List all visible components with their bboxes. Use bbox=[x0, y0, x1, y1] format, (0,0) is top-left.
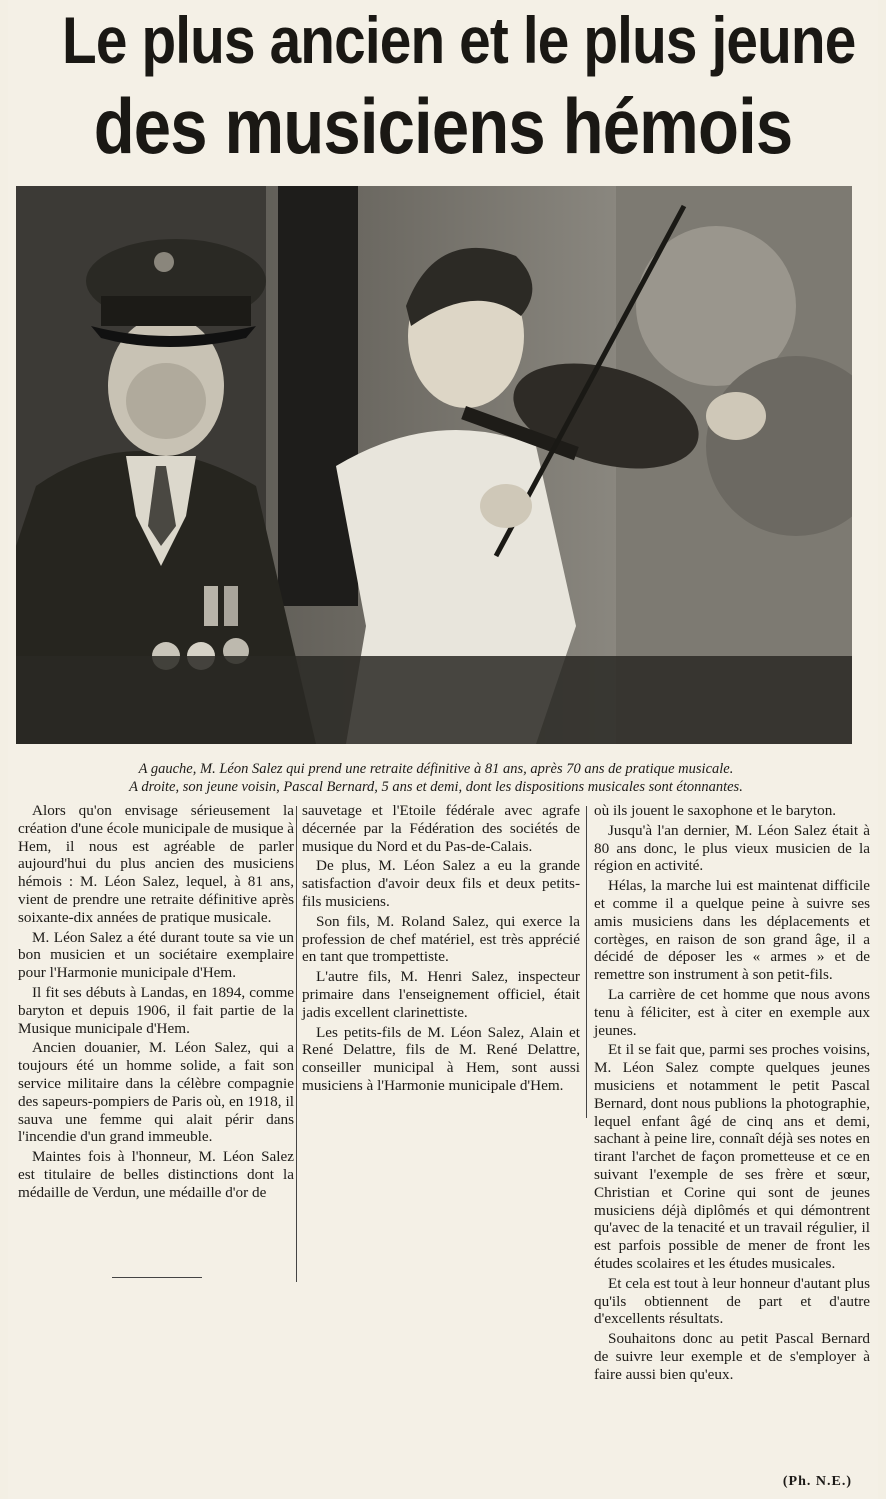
photo-old-man-and-boy-violinist-icon bbox=[16, 186, 852, 744]
paragraph: Hélas, la marche lui est maintenat difficile et comme il a quelque peine à suivre ses amis musiciens dans les déplacements et cortèges, en raison de son grand âge, il a décidé de déposer les « armes » et de remettre son instrument à son petit-fils. bbox=[594, 877, 870, 984]
caption-line-2: A droite, son jeune voisin, Pascal Bernard, 5 ans et demi, dont les dispositions musicales sont étonnantes. bbox=[129, 779, 743, 795]
column-end-rule bbox=[112, 1277, 202, 1278]
paragraph: Souhaitons donc au petit Pascal Bernard de suivre leur exemple et de s'employer à faire aussi bien qu'eux. bbox=[594, 1330, 870, 1383]
paragraph: L'autre fils, M. Henri Salez, inspecteur primaire dans l'enseignement officiel, était jadis excellent clarinettiste. bbox=[302, 968, 580, 1021]
paragraph: La carrière de cet homme que nous avons tenu à féliciter, est à citer en exemple aux jeunes. bbox=[594, 985, 870, 1039]
paragraph: Les petits-fils de M. Léon Salez, Alain et René Delattre, fils de M. René Delattre, conseiller municipal à Hem, sont aussi musiciens à l'Harmonie municipale d'Hem. bbox=[302, 1023, 580, 1094]
article-column-3 bbox=[594, 802, 870, 1386]
paragraph: Alors qu'on envisage sérieusement la création d'une école municipale de musique à Hem, il nous est agréable de parler aujourd'hui du plus ancien des musiciens hémois : M. Léon Salez, lequel, à 81 ans, vient de prendre une retraite définitive après soixante-dix années de pratique musicale. bbox=[18, 802, 295, 926]
photo-credit: (Ph. N.E.) bbox=[782, 1474, 852, 1489]
press-photo bbox=[16, 186, 852, 744]
paragraph: Et cela est tout à leur honneur d'autant plus qu'ils obtiennent de part et d'autre d'excellents résultats. bbox=[594, 1274, 870, 1328]
headline-line-1: Le plus ancien et le plus jeune bbox=[62, 3, 856, 77]
column-divider bbox=[586, 806, 587, 1118]
paragraph: Son fils, M. Roland Salez, qui exerce la profession de chef matériel, est très apprécié en tant que trompettiste. bbox=[302, 912, 580, 966]
column-divider bbox=[296, 806, 297, 1282]
paragraph: sauvetage et l'Etoile fédérale avec agrafe décernée par la Fédération des sociétés de musique du Nord et du Pas-de-Calais. bbox=[302, 802, 580, 855]
headline-line-2: des musiciens hémois bbox=[93, 82, 793, 170]
paragraph: Il fit ses débuts à Landas, en 1894, comme baryton et depuis 1906, il fait partie de la Musique municipale d'Hem. bbox=[18, 983, 294, 1037]
paragraph: Ancien douanier, M. Léon Salez, qui a toujours été un homme solide, a fait son service militaire dans la célèbre compagnie des sapeurs-pompiers de Paris où, en 1918, il sauva une femme qui alait périr dans l'incendie d'un grand immeuble. bbox=[18, 1039, 294, 1146]
paragraph: Maintes fois à l'honneur, M. Léon Salez est titulaire de belles distinctions dont la médaille de Verdun, une médaille d'or de bbox=[18, 1148, 294, 1201]
paragraph: où ils jouent le saxophone et le baryton. bbox=[594, 802, 837, 819]
paragraph: De plus, M. Léon Salez a eu la grande satisfaction d'avoir deux fils et deux petits-fils musiciens. bbox=[302, 857, 580, 910]
article-column-2 bbox=[302, 802, 580, 1097]
photo-caption bbox=[16, 760, 856, 796]
article-column-1 bbox=[18, 802, 294, 1204]
caption-line-1: A gauche, M. Léon Salez qui prend une retraite définitive à 81 ans, après 70 ans de pratique musicale. bbox=[138, 761, 734, 777]
paragraph: Jusqu'à l'an dernier, M. Léon Salez était à 80 ans donc, le plus vieux musicien de la région en activité. bbox=[594, 821, 870, 875]
paragraph: Et il se fait que, parmi ses proches voisins, M. Léon Salez compte quelques jeunes musiciens et notamment le petit Pascal Bernard, dont nous publions la photographie, lequel enfant âgé de cinq ans et demi, sachant à peine lire, connaît déjà ses notes en tirant l'archet de façon prometteuse et ce en suivant l'exemple de ses frère et sœur, Christian et Corine qui sont de jeunes musiciens déjà diplômés et qui démontrent qu'avec de la tenacité et un travail régulier, il est parfois possible de mener de front les études scolaires et les études musicales. bbox=[594, 1041, 870, 1272]
paragraph: M. Léon Salez a été durant toute sa vie un bon musicien et un sociétaire exemplaire pour l'Harmonie municipale d'Hem. bbox=[18, 928, 294, 982]
